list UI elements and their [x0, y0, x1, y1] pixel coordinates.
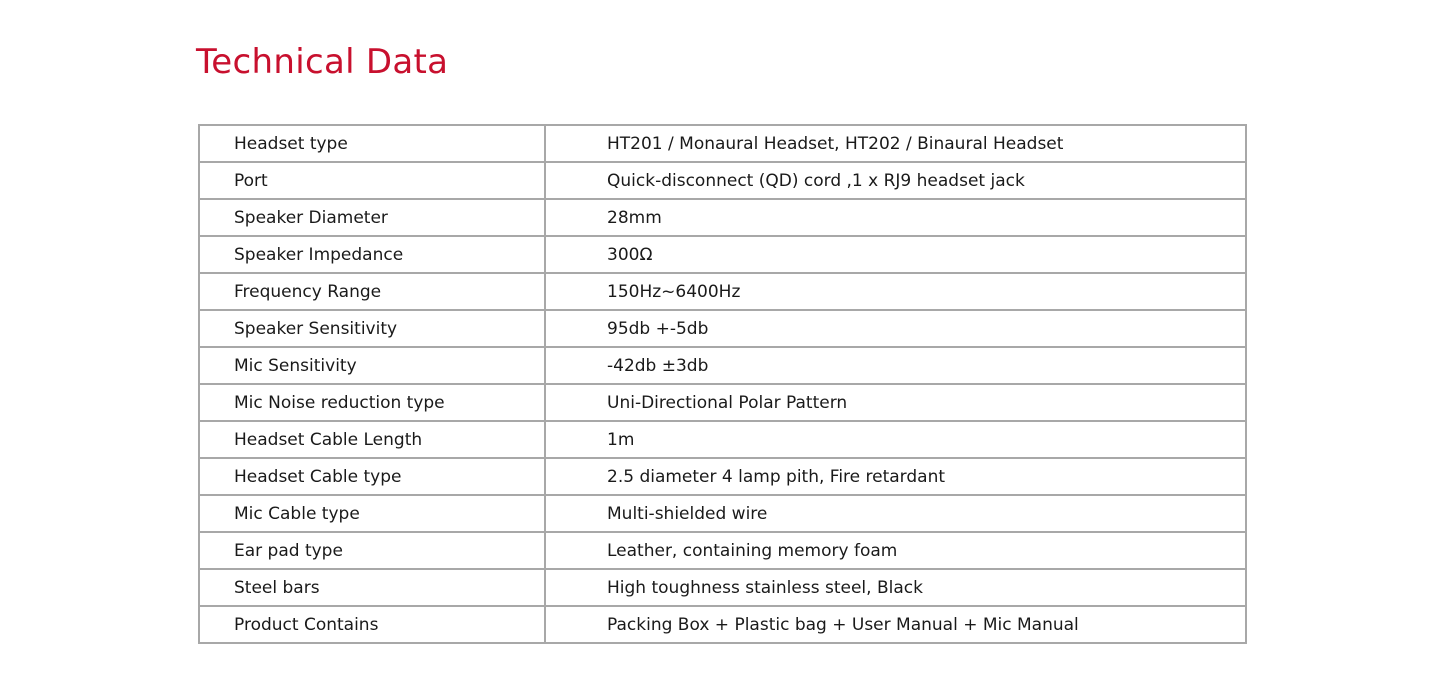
spec-label: Product Contains	[199, 606, 545, 643]
spec-value: HT201 / Monaural Headset, HT202 / Binaural Headset	[545, 125, 1246, 162]
spec-label: Headset Cable type	[199, 458, 545, 495]
spec-label: Headset Cable Length	[199, 421, 545, 458]
spec-value: 95db +-5db	[545, 310, 1246, 347]
spec-table-body	[199, 125, 1246, 643]
spec-value: 2.5 diameter 4 lamp pith, Fire retardant	[545, 458, 1246, 495]
spec-label: Speaker Diameter	[199, 199, 545, 236]
spec-table	[198, 124, 1247, 644]
spec-value: Leather, containing memory foam	[545, 532, 1246, 569]
table-row	[199, 384, 1246, 421]
table-row	[199, 532, 1246, 569]
table-row	[199, 569, 1246, 606]
spec-label: Headset type	[199, 125, 545, 162]
spec-label: Speaker Sensitivity	[199, 310, 545, 347]
table-row	[199, 606, 1246, 643]
table-row	[199, 421, 1246, 458]
spec-label: Ear pad type	[199, 532, 545, 569]
spec-label: Steel bars	[199, 569, 545, 606]
spec-value: Packing Box + Plastic bag + User Manual + Mic Manual	[545, 606, 1246, 643]
table-row	[199, 125, 1246, 162]
table-row	[199, 310, 1246, 347]
spec-label: Frequency Range	[199, 273, 545, 310]
table-row	[199, 347, 1246, 384]
table-row	[199, 273, 1246, 310]
spec-value: 300Ω	[545, 236, 1246, 273]
spec-value: -42db ±3db	[545, 347, 1246, 384]
spec-value: Uni-Directional Polar Pattern	[545, 384, 1246, 421]
table-row	[199, 199, 1246, 236]
spec-value: Multi-shielded wire	[545, 495, 1246, 532]
table-row	[199, 236, 1246, 273]
page-title: Technical Data	[196, 42, 449, 82]
table-row	[199, 495, 1246, 532]
spec-label: Port	[199, 162, 545, 199]
spec-value: Quick-disconnect (QD) cord ,1 x RJ9 headset jack	[545, 162, 1246, 199]
spec-value: 1m	[545, 421, 1246, 458]
table-row	[199, 458, 1246, 495]
spec-value: 150Hz~6400Hz	[545, 273, 1246, 310]
spec-label: Mic Noise reduction type	[199, 384, 545, 421]
spec-label: Mic Cable type	[199, 495, 545, 532]
spec-value: High toughness stainless steel, Black	[545, 569, 1246, 606]
table-row	[199, 162, 1246, 199]
spec-label: Speaker Impedance	[199, 236, 545, 273]
spec-value: 28mm	[545, 199, 1246, 236]
spec-label: Mic Sensitivity	[199, 347, 545, 384]
